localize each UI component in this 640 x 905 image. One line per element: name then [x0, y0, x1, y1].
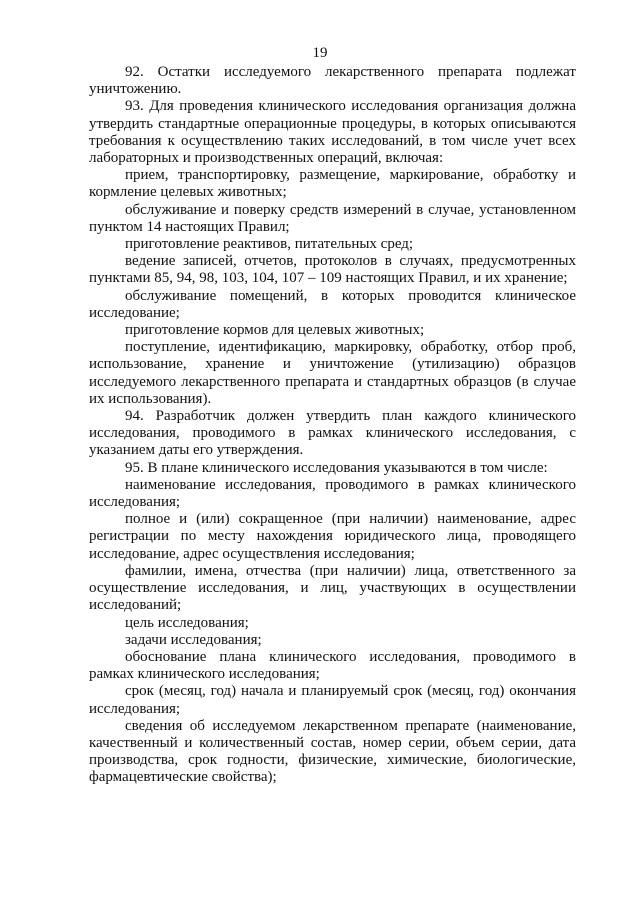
- list-item-organization-details: полное и (или) сокращенное (при наличии) наименование, адрес регистрации по месту нахождения юридического лица, проводящего исследование, адрес осуществления исследования;: [89, 511, 576, 562]
- list-item-responsible-persons: фамилии, имена, отчества (при наличии) лица, ответственного за осуществление исследования, и лиц, участвующих в осуществлении исследований;: [89, 562, 576, 614]
- paragraph-93: 93. Для проведения клинического исследования организация должна утвердить стандартные операционные процедуры, в которых описываются требования к осуществлению таких исследований, в том числе учет всех лабораторных и производственных операций, включая:: [89, 98, 576, 167]
- list-item-drug-information: сведения об исследуемом лекарственном препарате (наименование, качественный и количественный состав, номер серии, объем серии, дата производства, срок годности, физические, химические, биологические, фармацевтические свойства);: [89, 717, 576, 786]
- paragraph-95: 95. В плане клинического исследования указываются в том числе:: [125, 459, 548, 476]
- list-item-instrument-maintenance: обслуживание и поверку средств измерений в случае, установленном пунктом 14 настоящих Правил;: [89, 201, 576, 235]
- list-item-study-tasks: задачи исследования;: [125, 631, 262, 648]
- list-item-plan-rationale: обоснование плана клинического исследования, проводимого в рамках клинического исследования;: [89, 648, 576, 683]
- page-number: 19: [312, 45, 328, 61]
- document-body: [89, 64, 576, 787]
- list-item-study-dates: срок (месяц, год) начала и планируемый срок (месяц, год) окончания исследования;: [89, 683, 576, 717]
- list-item-study-goal: цель исследования;: [125, 614, 249, 631]
- list-item-study-name: наименование исследования, проводимого в рамках клинического исследования;: [89, 476, 576, 511]
- list-item-animal-handling: прием, транспортировку, размещение, маркирование, обработку и кормление целевых животных;: [89, 167, 576, 201]
- list-item-premises-maintenance: обслуживание помещений, в которых проводится клиническое исследование;: [89, 287, 576, 321]
- paragraph-94: 94. Разработчик должен утвердить план каждого клинического исследования, проводимого в рамках клинического исследования, с указанием даты его утверждения.: [89, 408, 576, 459]
- list-item-sample-handling: поступление, идентификацию, маркировку, обработку, отбор проб, использование, хранение и уничтожение (утилизацию) образцов исследуемого лекарственного препарата и стандартных образцов (в случае их использования).: [89, 339, 576, 407]
- list-item-feed-preparation: приготовление кормов для целевых животных;: [125, 322, 425, 339]
- list-item-records-keeping: ведение записей, отчетов, протоколов в случаях, предусмотренных пунктами 85, 94, 98, 103, 104, 107 – 109 настоящих Правил, и их хранение;: [89, 253, 576, 287]
- paragraph-92: 92. Остатки исследуемого лекарственного препарата подлежат уничтожению.: [89, 64, 576, 98]
- list-item-reagent-preparation: приготовление реактивов, питательных сред;: [125, 236, 414, 253]
